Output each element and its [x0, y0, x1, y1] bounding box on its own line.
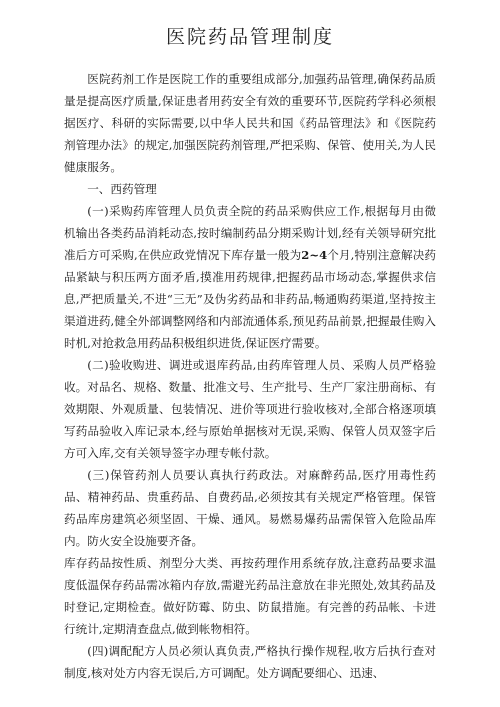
paragraph-storage: (三)保管药剂人员要认真执行药政法。对麻醉药品,医疗用毒性药品、精神药品、贵重药品、自费药品,必须按其有关规定严格管理。保管药品库房建筑必须坚固、干燥、通风。易燃易爆药品需保管入危险品库内。防火安全设施要齐备。: [64, 468, 436, 548]
paragraph-inventory: 库存药品按性质、剂型分大类、再按药理作用系统存放,注意药品要求温度低温保存药品需冰箱内存放,需避光药品注意放在非光照处,效其药品及时登记,定期检查。做好防霉、防虫、防鼠措施。有完善的药品帐、卡进行统计,定期清查盘点,做到帐物相符。: [64, 556, 436, 636]
document-title: 医院药品管理制度: [165, 26, 334, 48]
paragraph-acceptance: (二)验收购进、调进或退库药品,由药库管理人员、采购人员严格验收。对品名、规格、数量、批准文号、生产批号、生产厂家注册商标、有效期限、外观质量、包装情况、进价等项进行验收核对,全部合格逐项填写药品验收入库记录本,经与原始单据核对无误,采购、保管人员双签字后方可入库,交有关领导签字办理专帐付款。: [64, 358, 436, 460]
paragraph-dispensing: (四)调配配方人员必须认真负责,严格执行操作规程,收方后执行查对制度,核对处方内容无误后,方可调配。处方调配要细心、迅速、: [64, 644, 436, 680]
section-heading-western-medicine: 一、西药管理: [87, 182, 157, 196]
document-body: [64, 68, 436, 684]
paragraph-procurement-part-b: 个月,特别注意解决药品紧缺与积压两方面矛盾,摸准用药规律,把握药品市场动态,掌握供求信息,严把质量关,不进“三无”及伪劣药品和非药品,畅通购药渠道,坚持按主渠道进药,健全外部调整网络和内部流通体系,预见药品前景,把握最佳购入时机,对抢救急用药品积极组织进货,保证医疗需要。: [64, 248, 437, 350]
paragraph-intro: 医院药剂工作是医院工作的重要组成部分,加强药品管理,确保药品质量是提高医疗质量,保证患者用药安全有效的重要环节,医院药学科必须根据医疗、科研的实际需要,以中华人民共和国《药品管理法》和《医院药剂管理办法》的规定,加强医院药剂管理,严把采购、保管、使用关,为人民健康服务。: [64, 72, 436, 174]
stock-months-emphasis: 2~4: [301, 248, 328, 262]
paragraph-procurement-part-a: (一)采购药库管理人员负责全院的药品采购供应工作,根据每月由微机输出各类药品消耗动态,按时编制药品分期采购计划,经有关领导研究批准后方可采购,在供应政党情况下库存量一般为: [64, 204, 436, 262]
paragraph-procurement: [64, 200, 436, 354]
